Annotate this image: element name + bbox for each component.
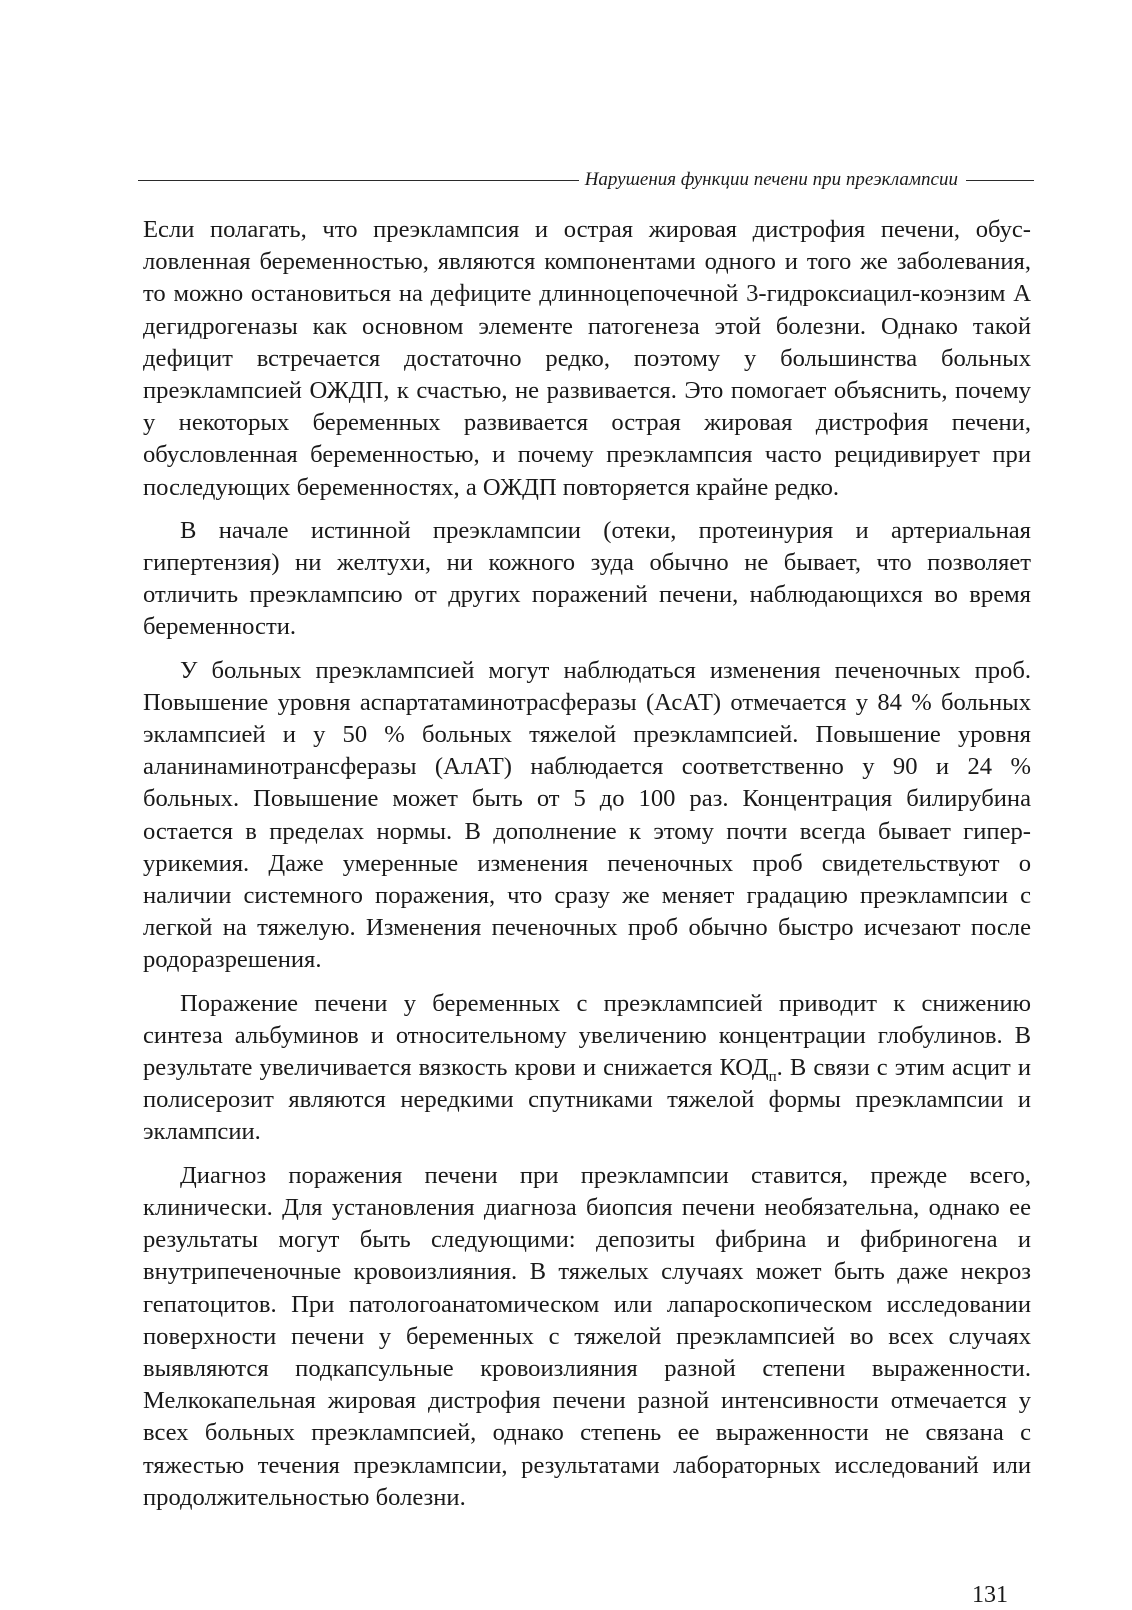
paragraph-1: Если полагать, что преэклампсия и острая жировая дистрофия печени, обусловленная беременностью, являются компонентами одного и того же заболевания, то можно остановиться на дефиците длинноцепочечной 3-гидроксиацил-коэнзим А дегидрогеназы как основном элементе патогенеза этой болезни. Однако такой дефицит встречается достаточно редко, поэтому у большинства больных преэклампсией ОЖДП, к счастью, не развивается. Это помогает объяснить, почему у некоторых беременных развивается острая жировая дистрофия печени, обусловленная беременностью, и почему преэклампсия часто рецидивирует при последующих беременностях, а ОЖДП повторяется крайне редко. [143, 216, 1031, 501]
paragraph-4 [143, 988, 1031, 1149]
paragraph-2: В начале истинной преэклампсии (отеки, протеинурия и артериальная гипертензия) ни желтухи, ни кожного зуда обычно не бывает, что позволяет отличить преэклампсию от других поражений печени, наблюдающихся во время беременности. [143, 516, 1031, 641]
running-header [138, 166, 1034, 194]
paragraph-5: Диагноз поражения печени при преэклампсии ставится, прежде всего, клинически. Для установления диагноза биопсия печени необязательна, однако ее результаты могут быть следующими: депозиты фибрина и фибриногена и внутрипеченочные кровоизлияния. В тяжелых случаях может быть даже некроз гепатоцитов. При патологоанатомическом или лапароскопическом исследовании поверхности печени у беременных с тяжелой преэклампсией во всех случаях выявляются подкапсульные кровоизлияния разной степени выраженности. Мелкокапельная жировая дистрофия печени разной интенсивности отмечается у всех больных преэклампсией, однако степень ее выраженности не связана с тяжестью течения преэклампсии, результатами лабораторных исследований или продолжительностью болезни. [143, 1161, 1031, 1511]
subscript-p: п [768, 1068, 777, 1085]
paragraph-4-text-after: . В связи с этим асцит и полисерозит являются нередкими спутниками тяжелой формы преэклампсии и эклампсии. [143, 1054, 1031, 1146]
paragraph-4-text-before: Поражение печени у беременных с преэклампсией приводит к снижению синтеза альбуминов и относительному увеличению концентрации глобулинов. В результате увеличивается вязкость крови и снижается КОД [143, 989, 1031, 1082]
running-header-title: Нарушения функции печени при преэклампсии [584, 169, 958, 190]
header-rule-right [966, 180, 1034, 181]
header-rule-left [138, 180, 579, 181]
paragraph-3: У больных преэклампсией могут наблюдаться изменения печеночных проб. Повышение уровня аспартатаминотрасферазы (АсАТ) отмечается у 84 % больных эклампсией и у 50 % больных тяжелой преэклампсией. Повышение уровня аланинаминотрансферазы (АлАТ) наблюдается соответственно у 90 и 24 % больных. Повышение может быть от 5 до 100 раз. Концентрация билирубина остается в пределах нормы. В дополнение к этому почти всегда бывает гиперурикемия. Даже умеренные изменения печеночных проб свидетельствуют о наличии системного поражения, что сразу же меняет градацию преэклампсии с легкой на тяжелую. Изменения печеночных проб обычно быстро исчезают после родоразрешения. [143, 656, 1031, 974]
page-number: 131 [972, 1582, 1008, 1608]
body-text [143, 214, 1031, 1525]
